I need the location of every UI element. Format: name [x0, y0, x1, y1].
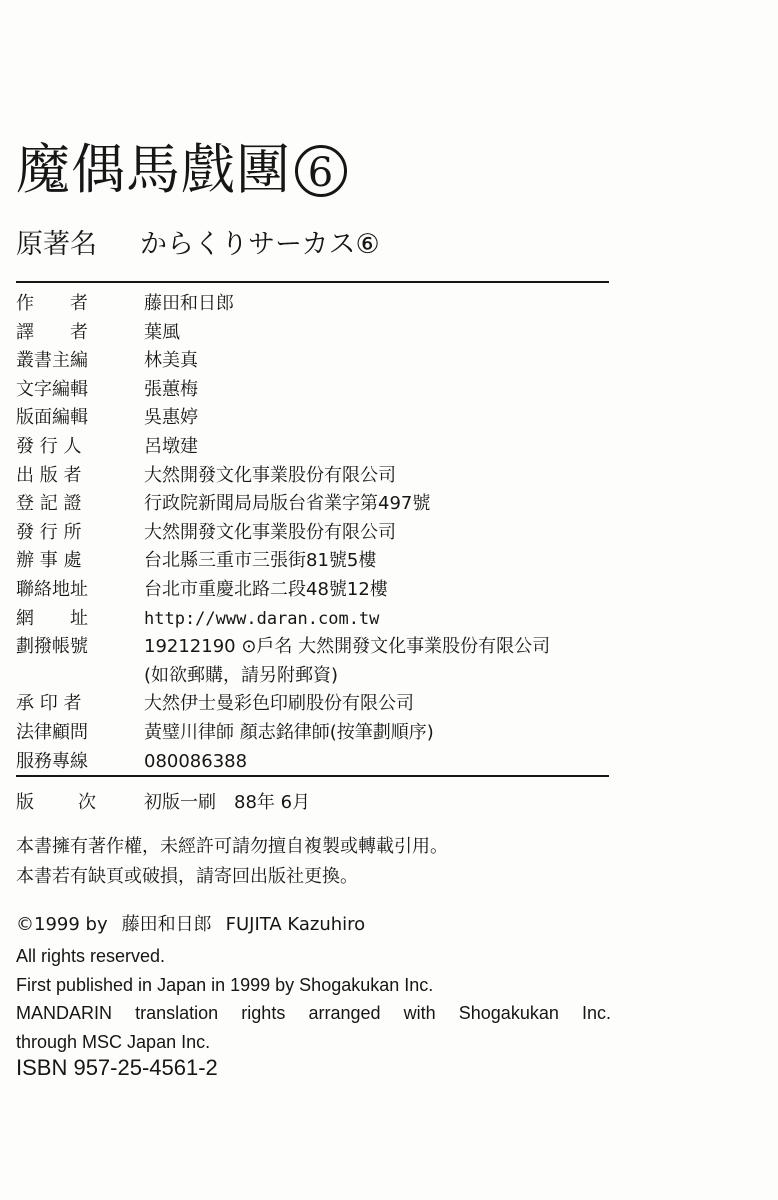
credit-row-text-editor	[16, 376, 616, 405]
credit-row-translator	[16, 319, 616, 348]
copyright-author-en: FUJITA Kazuhiro	[225, 914, 366, 935]
credit-key: 服務專線	[16, 750, 88, 772]
credit-value: 黃璧川律師 顏志銘律師(按筆劃順序)	[144, 721, 434, 743]
isbn: ISBN 957-25-4561-2	[16, 1055, 218, 1080]
credit-value: 19212190 ⊙戶名 大然開發文化事業股份有限公司	[144, 636, 551, 658]
credit-value: 葉風	[144, 321, 180, 343]
rights-line: All rights reserved.	[16, 946, 166, 966]
credits-list	[16, 290, 616, 776]
notice-line: 本書若有缺頁或破損，請寄回出版社更換。	[16, 866, 358, 887]
edition-row	[16, 788, 310, 818]
credit-row-registration	[16, 490, 616, 519]
copyright-line	[16, 910, 379, 940]
edition-key: 版 次	[16, 792, 96, 813]
notice-line: 本書擁有著作權，未經許可請勿擅自複製或轉載引用。	[16, 836, 448, 857]
credit-value: 行政院新聞局局版台省業字第497號	[144, 493, 431, 515]
english-rights-text	[16, 942, 611, 1056]
credit-key: 文字編輯	[16, 378, 88, 400]
copyright-author-jp: 藤田和日郎	[121, 914, 212, 935]
credit-row-series-editor	[16, 347, 616, 376]
copyright-notice	[16, 832, 448, 892]
payment-note: (如欲郵購，請另附郵資)	[144, 664, 339, 686]
volume-number: 6	[295, 145, 347, 197]
credit-key: 譯 者	[16, 321, 88, 343]
credit-key: 辦 事 處	[16, 550, 82, 572]
credit-key: 出 版 者	[16, 464, 82, 486]
book-title	[16, 140, 347, 200]
credit-row-publisher-person	[16, 433, 616, 462]
credit-value: 台北市重慶北路二段48號12樓	[144, 578, 388, 600]
credit-value: 呂墩建	[144, 435, 198, 457]
credit-value: 張蕙梅	[144, 378, 198, 400]
credit-value: 林美真	[144, 350, 198, 372]
credit-row-hotline	[16, 748, 616, 777]
credit-row-address	[16, 576, 616, 605]
credit-row-publisher	[16, 462, 616, 491]
credit-value: 吳惠婷	[144, 407, 198, 429]
credit-value: 藤田和日郎	[144, 293, 234, 314]
copyright-year: ©1999 by	[16, 914, 108, 935]
credit-key: 劃撥帳號	[16, 636, 88, 658]
credit-row-printer	[16, 690, 616, 719]
credit-row-postal-account	[16, 633, 616, 662]
credit-value: 大然開發文化事業股份有限公司	[144, 464, 396, 486]
top-divider	[16, 281, 609, 283]
original-title	[16, 228, 380, 262]
credit-row-layout-editor	[16, 404, 616, 433]
credit-value: 台北縣三重市三張街81號5樓	[144, 550, 377, 572]
credit-key: 法律顧問	[16, 721, 88, 743]
title-text: 魔偶馬戲團	[16, 138, 291, 201]
credit-key: 版面編輯	[16, 407, 88, 429]
credit-value: 080086388	[144, 750, 248, 772]
website-url: http://www.daran.com.tw	[144, 608, 380, 629]
credit-value: 大然伊士曼彩色印刷股份有限公司	[144, 693, 414, 715]
edition-value: 初版一刷 88年 6月	[144, 792, 311, 813]
rights-line: through MSC Japan Inc.	[16, 1031, 211, 1052]
credit-row-legal-counsel	[16, 719, 616, 748]
rights-line: First published in Japan in 1999 by Shogakukan Inc.	[16, 974, 434, 995]
original-title-label: 原著名	[16, 229, 97, 260]
credit-key: 發 行 人	[16, 435, 82, 457]
credit-value: 大然開發文化事業股份有限公司	[144, 521, 396, 543]
credit-row-author	[16, 290, 616, 319]
credit-key: 發 行 所	[16, 521, 82, 543]
credit-key: 叢書主編	[16, 350, 88, 372]
credit-row-distributor	[16, 519, 616, 548]
rights-line: MANDARIN translation rights arranged with Shogakukan Inc.	[16, 1003, 611, 1023]
credit-key: 承 印 者	[16, 693, 82, 715]
credit-row-website	[16, 605, 616, 634]
credit-row-office	[16, 547, 616, 576]
credit-key: 聯絡地址	[16, 578, 88, 600]
credit-key: 登 記 證	[16, 493, 82, 515]
credit-key: 作 者	[16, 293, 88, 314]
bottom-divider	[16, 775, 609, 777]
credit-key: 網 址	[16, 607, 88, 629]
original-title-value: からくりサーカス⑥	[140, 229, 380, 260]
